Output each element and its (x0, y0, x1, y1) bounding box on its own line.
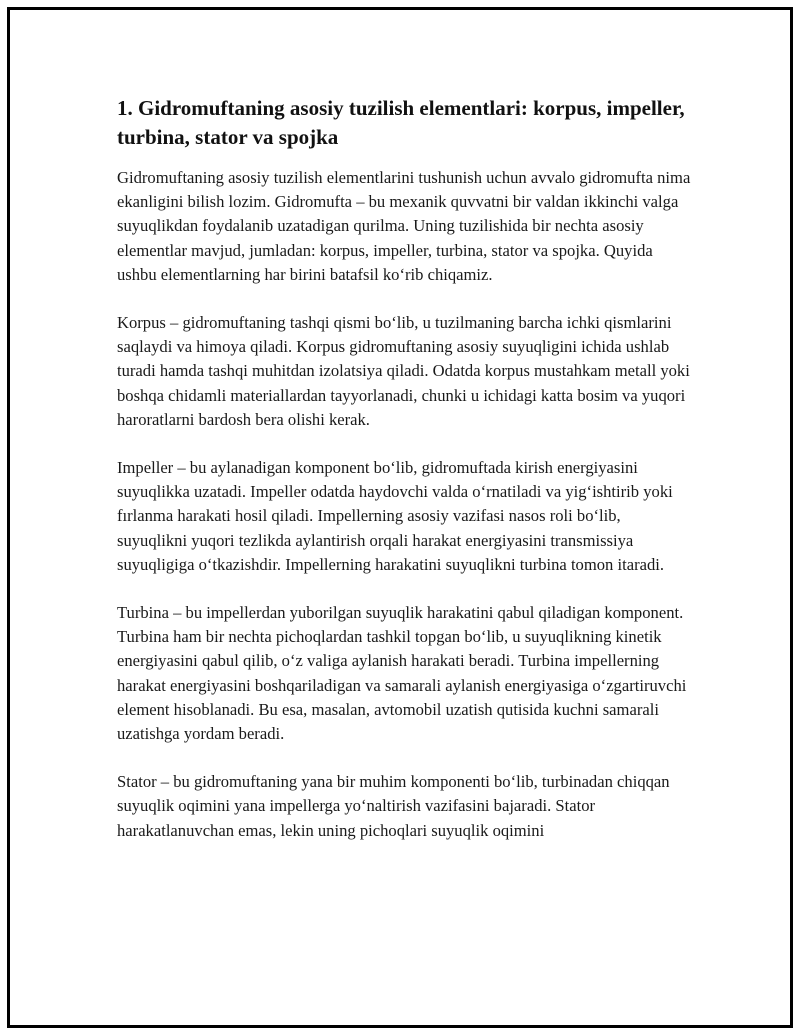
section-heading: 1. Gidromuftaning asosiy tuzilish elementlari: korpus, impeller, turbina, stator va spojka (117, 96, 685, 149)
paragraph-impeller: Impeller – bu aylanadigan komponent bo‘lib, gidromuftada kirish energiyasini suyuqlikka uzatadi. Impeller odatda haydovchi valda o‘rnatiladi va yig‘ishtirib yoki fırlanma harakati hosil qiladi. Impellerning asosiy vazifasi nasos roli bo‘lib, suyuqlikni yuqori tezlikda aylantirish orqali harakat energiyasini transmissiya suyuqligiga o‘tkazishdir. Impellerning harakatini suyuqlikni turbina tomon itaradi. (117, 458, 673, 574)
paragraph-turbina: Turbina – bu impellerdan yuborilgan suyuqlik harakatini qabul qiladigan komponent. Turbina ham bir nechta pichoqlardan tashkil topgan bo‘lib, u suyuqlikning kinetik energiyasini qabul qilib, o‘z valiga aylanish harakati beradi. Turbina impellerning harakat energiyasini boshqariladigan va samarali aylanish energiyasiga o‘zgartiruvchi element hisoblanadi. Bu esa, masalan, avtomobil uzatish qutisida kuchni samarali uzatishga yordam beradi. (117, 603, 687, 744)
paragraph-intro: Gidromuftaning asosiy tuzilish elementlarini tushunish uchun avvalo gidromufta nima ekanligini bilish lozim. Gidromufta – bu mexanik quvvatni bir valdan ikkinchi valga suyuqlikdan foydalanib uzatadigan qurilma. Uning tuzilishida bir nechta asosiy elementlar mavjud, jumladan: korpus, impeller, turbina, stator va spojka. Quyida ushbu elementlarning har birini batafsil ko‘rib chiqamiz. (117, 168, 691, 284)
document-body (117, 94, 693, 867)
paragraph-stator: Stator – bu gidromuftaning yana bir muhim komponenti bo‘lib, turbinadan chiqqan suyuqlik oqimini yana impellerga yo‘naltirish vazifasini bajaradi. Stator harakatlanuvchan emas, lekin uning pichoqlari suyuqlik oqimini (117, 772, 670, 840)
paragraph-korpus: Korpus – gidromuftaning tashqi qismi bo‘lib, u tuzilmaning barcha ichki qismlarini saqlaydi va himoya qiladi. Korpus gidromuftaning asosiy suyuqligini ichida ushlab turadi hamda tashqi muhitdan izolatsiya qiladi. Odatda korpus mustahkam metall yoki boshqa chidamli materiallardan tayyorlanadi, chunki u ichidagi katta bosim va yuqori haroratlarni bardosh bera olishi kerak. (117, 313, 690, 429)
